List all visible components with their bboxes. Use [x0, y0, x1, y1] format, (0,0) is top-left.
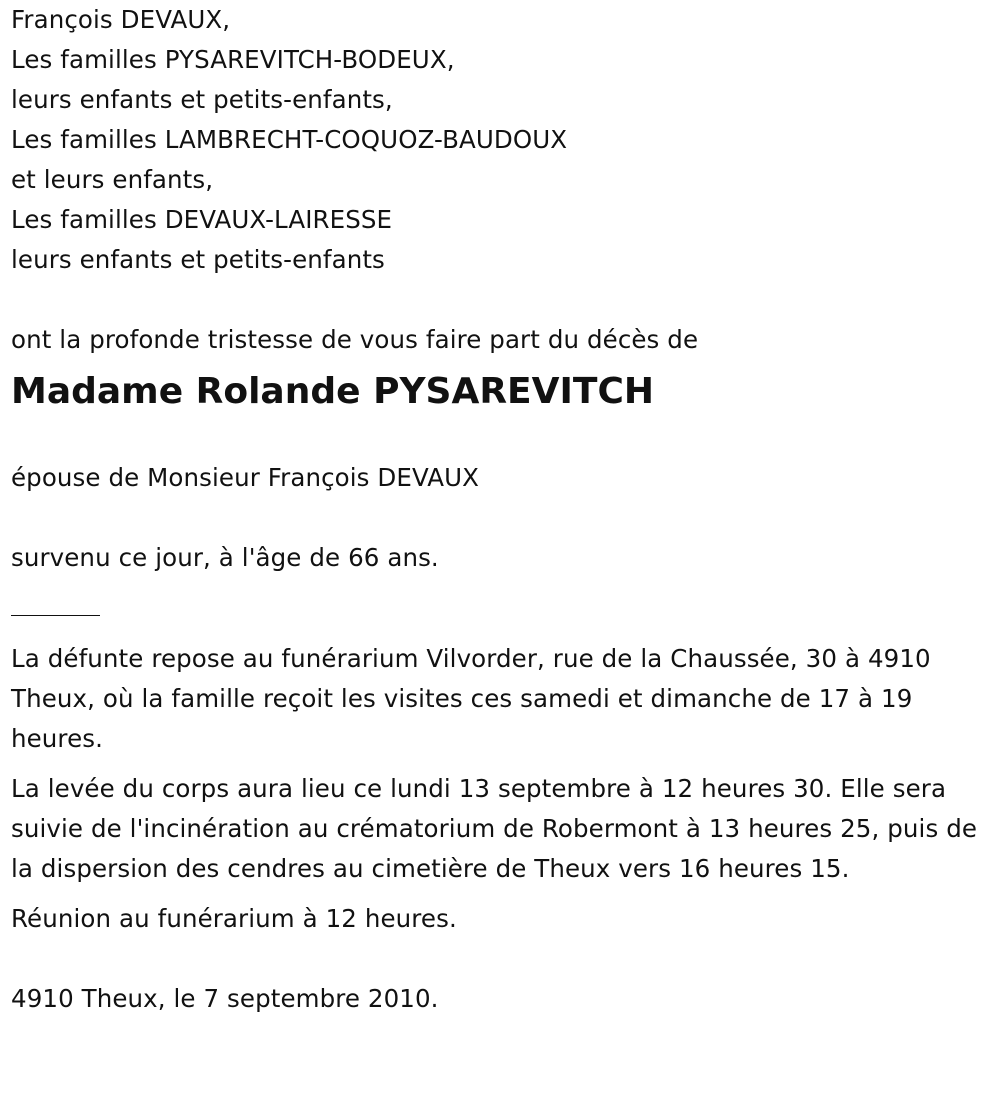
age-statement: survenu ce jour, à l'âge de 66 ans. [11, 543, 439, 572]
repose-paragraph: La défunte repose au funérarium Vilvorder, rue de la Chaussée, 30 à 4910 Theux, où la famille reçoit les visites ces samedi et dimanche de 17 à 19 heures. [11, 644, 931, 753]
announcement-text: ont la profonde tristesse de vous faire part du décès de [11, 325, 699, 354]
levee-paragraph: La levée du corps aura lieu ce lundi 13 septembre à 12 heures 30. Elle sera suivie de l'incinération au crématorium de Robermont à 13 heures 25, puis de la dispersion des cendres au cimetière de Theux vers 16 heures 15. [11, 774, 978, 883]
spouse-line: épouse de Monsieur François DEVAUX [11, 463, 480, 492]
family-line: leurs enfants et petits-enfants [11, 245, 385, 274]
deceased-name: Madame Rolande PYSAREVITCH [11, 371, 654, 412]
family-list [11, 0, 986, 280]
place-date: 4910 Theux, le 7 septembre 2010. [11, 984, 439, 1013]
family-line: leurs enfants et petits-enfants, [11, 85, 393, 114]
reunion-paragraph: Réunion au funérarium à 12 heures. [11, 904, 457, 933]
separator-line [11, 615, 100, 616]
family-line: Les familles DEVAUX-LAIRESSE [11, 205, 393, 234]
family-line: Les familles LAMBRECHT-COQUOZ-BAUDOUX [11, 125, 568, 154]
family-line: François DEVAUX, [11, 5, 231, 34]
obituary-notice [11, 0, 986, 1019]
family-line: Les familles PYSAREVITCH-BODEUX, [11, 45, 455, 74]
family-line: et leurs enfants, [11, 165, 214, 194]
